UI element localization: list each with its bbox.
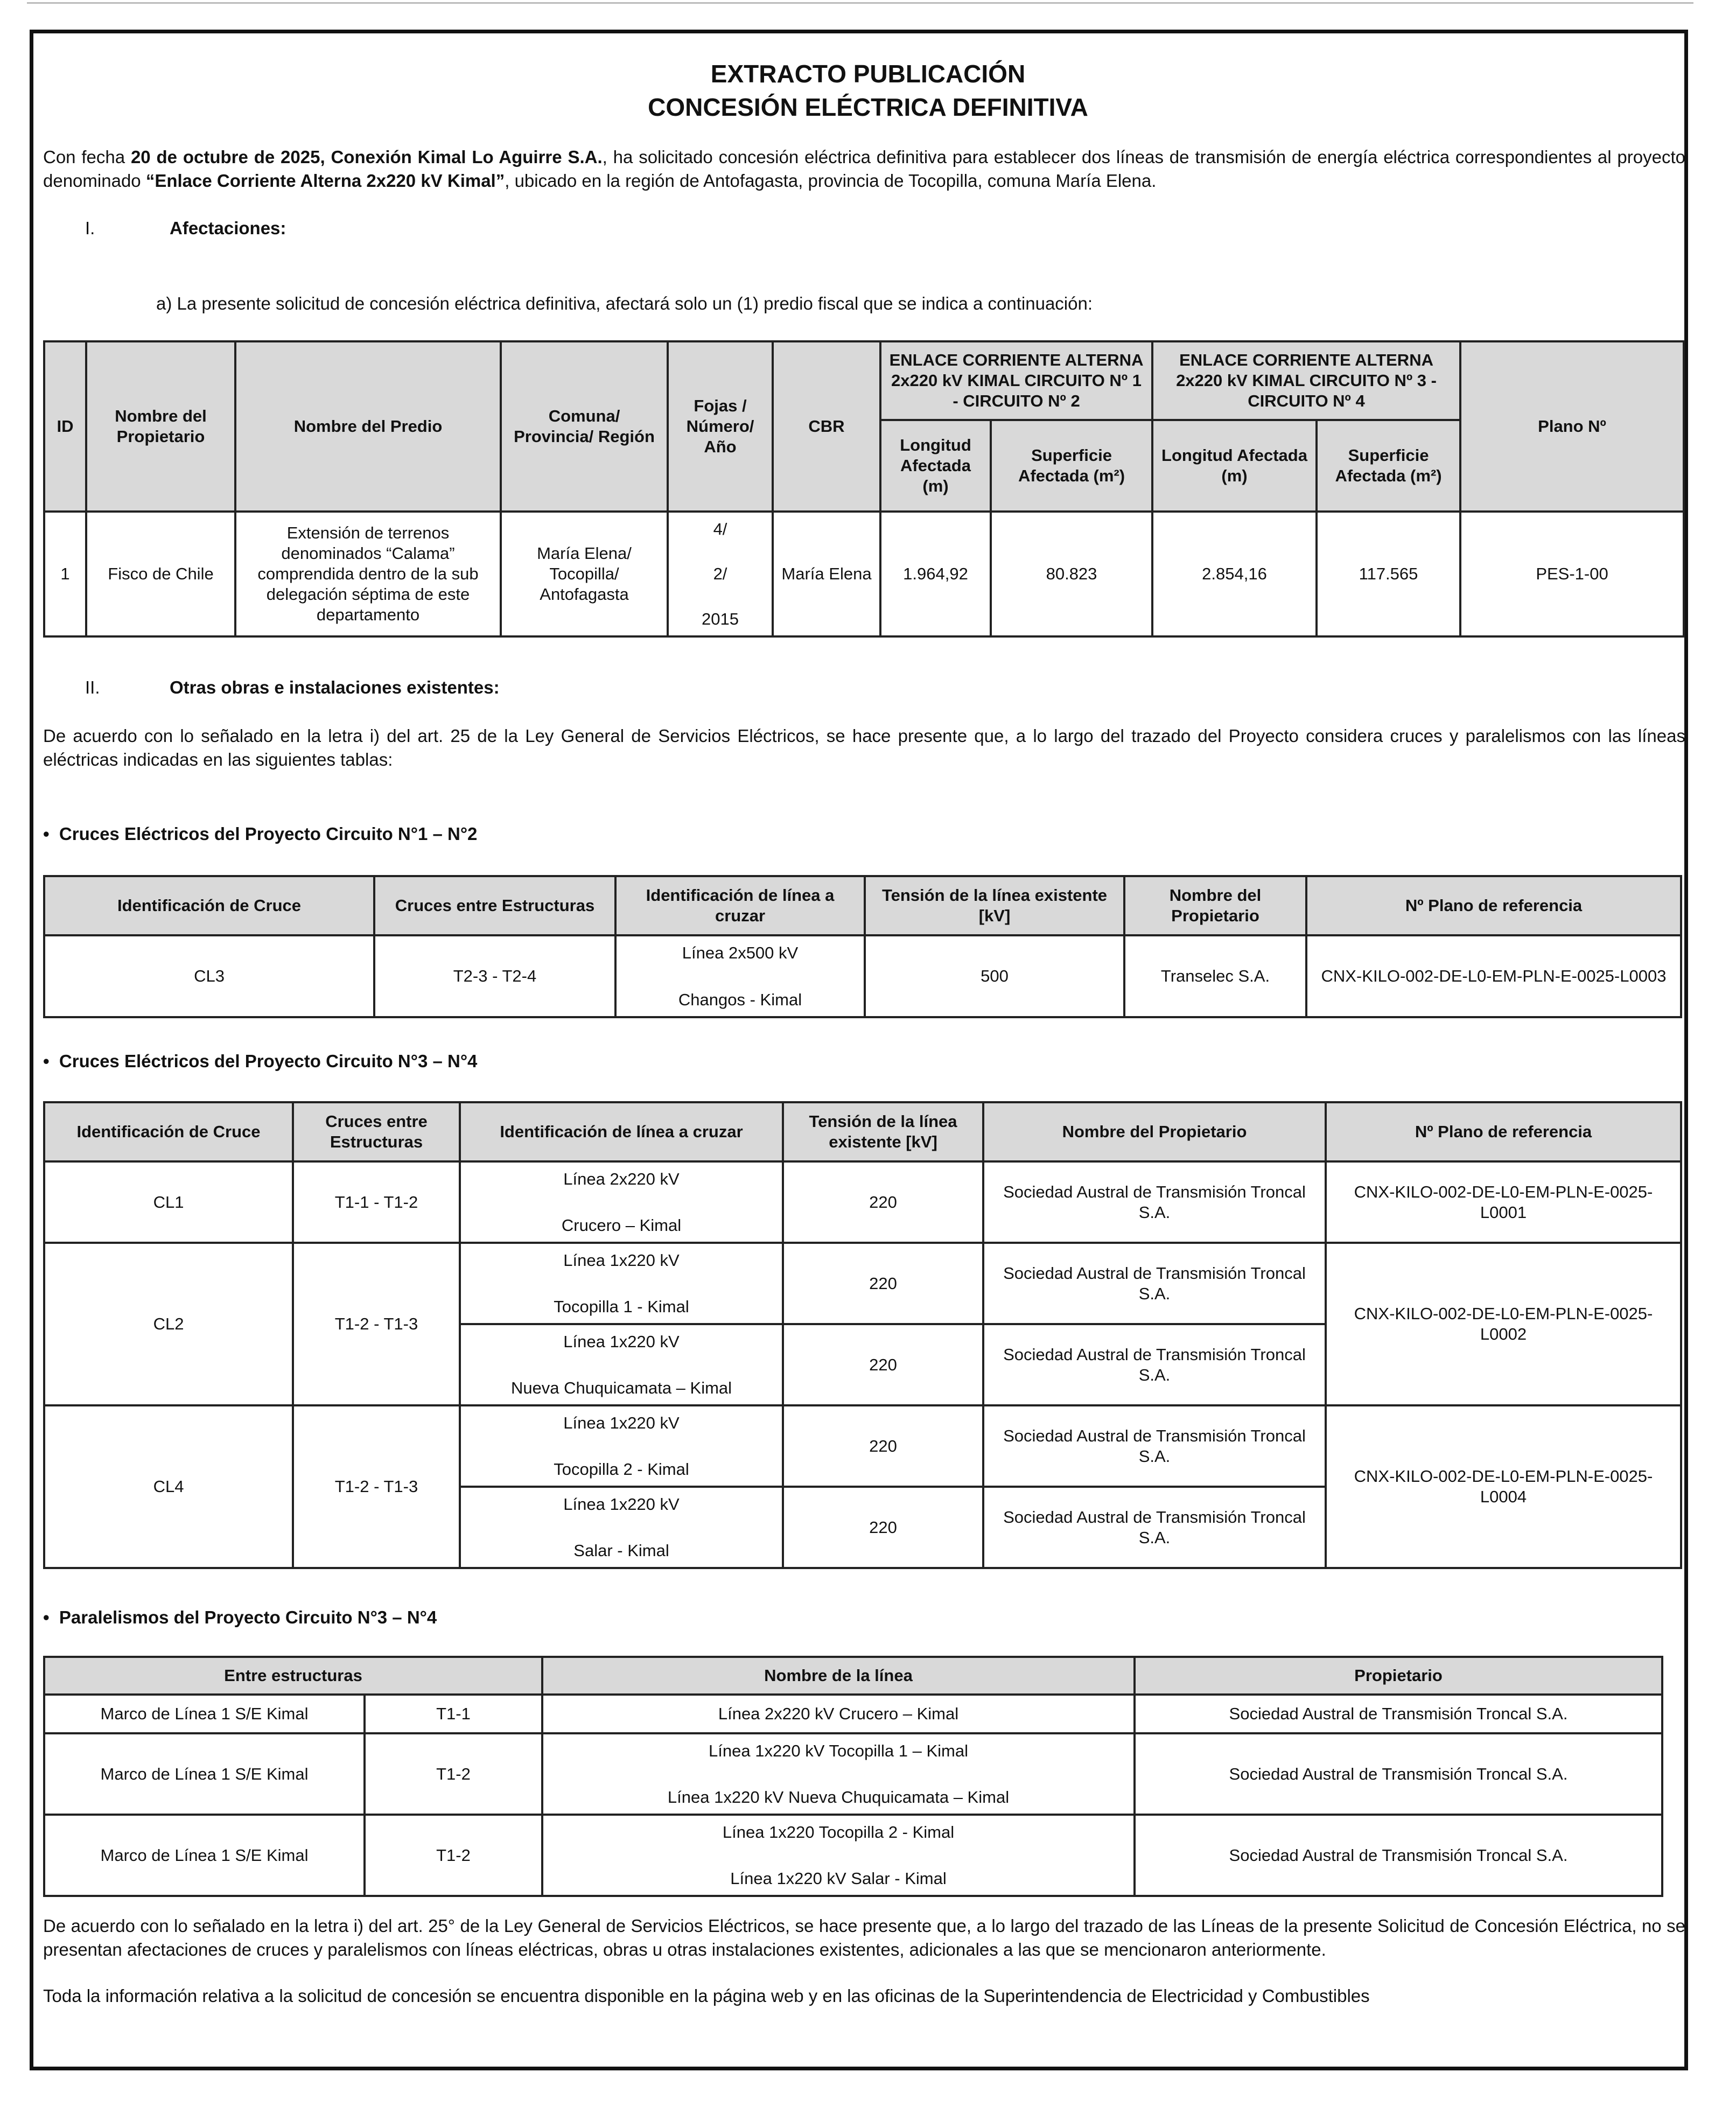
th-id: ID (44, 341, 86, 512)
cell-par2-line (542, 1733, 1135, 1815)
th-cross-structures: Cruces entre Estructuras (374, 876, 615, 935)
line-name-2: Línea 1x220 kV Nueva Chuquicamata – Kimal (667, 1787, 1010, 1807)
cell-cl4-structures: T1-2 - T1-3 (293, 1405, 460, 1568)
th-sup-1: Superficie Afectada (m²) (991, 420, 1152, 512)
cell-cross-id: CL3 (44, 935, 374, 1017)
th-line-name: Nombre de la línea (542, 1657, 1135, 1695)
cell-cl2-plano: CNX-KILO-002-DE-L0-EM-PLN-E-0025-L0002 (1326, 1243, 1681, 1405)
th-propietario: Propietario (1135, 1657, 1662, 1695)
th-cross-owner: Nombre del Propietario (983, 1102, 1326, 1161)
cell-long-2: 2.854,16 (1152, 512, 1317, 636)
cell-par2-to: T1-2 (365, 1733, 542, 1815)
line-type: Línea 1x220 kV (563, 1413, 680, 1432)
bullet-dot-icon: • (43, 1607, 59, 1627)
cell-par1-line: Línea 2x220 kV Crucero – Kimal (542, 1695, 1135, 1733)
intro-project: “Enlace Corriente Alterna 2x220 kV Kimal” (145, 171, 505, 191)
cell-cl2-id: CL2 (44, 1243, 293, 1405)
th-between-structures: Entre estructuras (44, 1657, 542, 1695)
th-long-2: Longitud Afectada (m) (1152, 420, 1317, 512)
cell-cl1-line (460, 1161, 783, 1243)
cell-sup-1: 80.823 (991, 512, 1152, 636)
table-crossings-circuit-3-4 (43, 1101, 1682, 1569)
cell-cl1-id: CL1 (44, 1161, 293, 1243)
cell-owner: Fisco de Chile (86, 512, 235, 636)
th-cross-line: Identificación de línea a cruzar (460, 1102, 783, 1161)
table-parallelisms (43, 1656, 1663, 1897)
cell-cross-owner: Transelec S.A. (1124, 935, 1306, 1017)
th-sup-2: Superficie Afectada (m²) (1317, 420, 1460, 512)
bullet-2 (43, 1051, 477, 1072)
cell-par3-to: T1-2 (365, 1815, 542, 1896)
th-long-1: Longitud Afectada (m) (880, 420, 991, 512)
bullet-1-label: Cruces Eléctricos del Proyecto Circuito N°1 – N°2 (59, 824, 478, 844)
cell-comuna: María Elena/ Tocopilla/ Antofagasta (501, 512, 668, 636)
line-type: Línea 1x220 kV (563, 1332, 680, 1351)
cell-predio: Extensión de terrenos denominados “Calama” comprendida dentro de la sub delegación séptima de este departamento (235, 512, 501, 636)
th-fojas: Fojas / Número/ Año (668, 341, 773, 512)
intro-text-2: , ha solicitado concesión eléctrica definitiva para establecer dos líneas de transmisión de energía eléctrica correspondientes al proyecto denominado (43, 147, 1685, 191)
line-type: Línea 2x500 kV (682, 943, 799, 962)
line-type: Línea 1x220 kV (563, 1250, 680, 1270)
section1-subtitle: a) La presente solicitud de concesión eléctrica definitiva, afectará solo un (1) predio fiscal que se indica a continuación: (156, 293, 1093, 313)
cell-long-1: 1.964,92 (880, 512, 991, 636)
cell-cl2a-owner: Sociedad Austral de Transmisión Troncal S.A. (983, 1243, 1326, 1324)
cell-cl4a-line (460, 1405, 783, 1487)
top-rule (27, 2, 1693, 4)
bullet-1 (43, 824, 477, 844)
anio-value: 2015 (702, 609, 739, 628)
doc-title-line1: EXTRACTO PUBLICACIÓN (710, 60, 1026, 88)
th-predio: Nombre del Predio (235, 341, 501, 512)
cell-sup-2: 117.565 (1317, 512, 1460, 636)
table-affected-property (43, 340, 1685, 638)
line-name: Crucero – Kimal (561, 1215, 682, 1235)
cell-cl4a-voltage: 220 (783, 1405, 983, 1487)
bullet-2-label: Cruces Eléctricos del Proyecto Circuito N°3 – N°4 (59, 1051, 478, 1071)
th-cross-plano: Nº Plano de referencia (1326, 1102, 1681, 1161)
th-cross-line: Identificación de línea a cruzar (615, 876, 865, 935)
cell-cl2a-voltage: 220 (783, 1243, 983, 1324)
th-cross-owner: Nombre del Propietario (1124, 876, 1306, 935)
cell-cl2b-owner: Sociedad Austral de Transmisión Troncal S.A. (983, 1324, 1326, 1405)
th-cross-structures: Cruces entre Estructuras (293, 1102, 460, 1161)
line-name-1: Línea 1x220 kV Tocopilla 1 – Kimal (709, 1741, 968, 1760)
th-comuna: Comuna/ Provincia/ Región (501, 341, 668, 512)
th-group-circuit-3-4: ENLACE CORRIENTE ALTERNA 2x220 kV KIMAL CIRCUITO Nº 3 - CIRCUITO Nº 4 (1152, 341, 1460, 420)
cell-par1-from: Marco de Línea 1 S/E Kimal (44, 1695, 365, 1733)
line-name: Changos - Kimal (678, 990, 802, 1009)
line-name-2: Línea 1x220 kV Salar - Kimal (730, 1868, 947, 1888)
th-cross-plano: Nº Plano de referencia (1306, 876, 1681, 935)
th-group-circuit-1-2: ENLACE CORRIENTE ALTERNA 2x220 kV KIMAL CIRCUITO Nº 1 - CIRCUITO Nº 2 (880, 341, 1152, 420)
th-cross-id: Identificación de Cruce (44, 1102, 293, 1161)
cell-id: 1 (44, 512, 86, 636)
bullet-3 (43, 1607, 437, 1628)
cell-cl4-plano: CNX-KILO-002-DE-L0-EM-PLN-E-0025-L0004 (1326, 1405, 1681, 1568)
section2-title: Otras obras e instalaciones existentes: (170, 677, 500, 697)
cell-par3-owner: Sociedad Austral de Transmisión Troncal S.A. (1135, 1815, 1662, 1896)
cell-cl2b-voltage: 220 (783, 1324, 983, 1405)
th-plano: Plano Nº (1460, 341, 1684, 512)
intro-paragraph (43, 145, 1685, 193)
closing-paragraph-2: Toda la información relativa a la solicitud de concesión se encuentra disponible en la página web y en las oficinas de la Superintendencia de Electricidad y Combustibles (43, 1986, 1370, 2006)
cell-cl2-structures: T1-2 - T1-3 (293, 1243, 460, 1405)
cell-cbr: María Elena (773, 512, 880, 636)
line-name: Tocopilla 1 - Kimal (554, 1297, 689, 1316)
cell-cl4a-owner: Sociedad Austral de Transmisión Troncal S.A. (983, 1405, 1326, 1487)
cell-cl4b-voltage: 220 (783, 1487, 983, 1568)
line-name: Nueva Chuquicamata – Kimal (510, 1378, 732, 1397)
cell-cl1-structures: T1-1 - T1-2 (293, 1161, 460, 1243)
intro-text-3: , ubicado en la región de Antofagasta, provincia de Tocopilla, comuna María Elena. (505, 171, 1157, 191)
cell-par1-owner: Sociedad Austral de Transmisión Troncal S.A. (1135, 1695, 1662, 1733)
cell-fojas (668, 512, 773, 636)
cell-cl2b-line (460, 1324, 783, 1405)
cell-par2-from: Marco de Línea 1 S/E Kimal (44, 1733, 365, 1815)
line-type: Línea 2x220 kV (563, 1169, 680, 1188)
line-name-1: Línea 1x220 Tocopilla 2 - Kimal (722, 1822, 955, 1842)
cell-par3-from: Marco de Línea 1 S/E Kimal (44, 1815, 365, 1896)
section1-number: I. (85, 218, 95, 238)
intro-date: 20 de octubre de 2025, Conexión Kimal Lo Aguirre S.A. (130, 147, 603, 167)
th-cbr: CBR (773, 341, 880, 512)
bullet-dot-icon: • (43, 1051, 59, 1071)
th-cross-id: Identificación de Cruce (44, 876, 374, 935)
cell-par1-to: T1-1 (365, 1695, 542, 1733)
line-name: Salar - Kimal (573, 1541, 669, 1560)
line-name: Tocopilla 2 - Kimal (554, 1459, 689, 1479)
section2-text: De acuerdo con lo señalado en la letra i) del art. 25 de la Ley General de Servicios Eléctricos, se hace presente que, a lo largo del trazado del Proyecto considera cruces y paralelismos con las líneas eléctricas indicadas en las siguientes tablas: (43, 726, 1685, 769)
doc-title-line2: CONCESIÓN ELÉCTRICA DEFINITIVA (648, 93, 1088, 121)
section1-title: Afectaciones: (170, 218, 286, 238)
line-type: Línea 1x220 kV (563, 1494, 680, 1514)
cell-cl4b-owner: Sociedad Austral de Transmisión Troncal S.A. (983, 1487, 1326, 1568)
cell-cl1-plano: CNX-KILO-002-DE-L0-EM-PLN-E-0025-L0001 (1326, 1161, 1681, 1243)
cell-par3-line (542, 1815, 1135, 1896)
intro-text-1: Con fecha (43, 147, 131, 167)
closing-paragraph-1: De acuerdo con lo señalado en la letra i) del art. 25° de la Ley General de Servicios Eléctricos, se hace presente que, a lo largo del trazado de las Líneas de la presente Solicitud de Concesión Eléctrica, no se presentan afectaciones de cruces y paralelismos con líneas eléctricas, obras u otras instalaciones existentes, adicionales a las que se mencionaron anteriormente. (43, 1916, 1685, 1959)
cell-cross-structures: T2-3 - T2-4 (374, 935, 615, 1017)
bullet-3-label: Paralelismos del Proyecto Circuito N°3 – N°4 (59, 1607, 437, 1627)
numero-value: 2/ (713, 564, 727, 583)
cell-cl1-owner: Sociedad Austral de Transmisión Troncal S.A. (983, 1161, 1326, 1243)
th-owner: Nombre del Propietario (86, 341, 235, 512)
th-cross-voltage: Tensión de la línea existente [kV] (783, 1102, 983, 1161)
bullet-dot-icon: • (43, 824, 59, 844)
fojas-value: 4/ (713, 519, 727, 538)
cell-cross-voltage: 500 (865, 935, 1124, 1017)
th-cross-voltage: Tensión de la línea existente [kV] (865, 876, 1124, 935)
cell-cl4b-line (460, 1487, 783, 1568)
cell-cl2a-line (460, 1243, 783, 1324)
cell-cross-line (615, 935, 865, 1017)
table-crossings-circuit-1-2 (43, 875, 1682, 1018)
cell-par2-owner: Sociedad Austral de Transmisión Troncal S.A. (1135, 1733, 1662, 1815)
cell-cl4-id: CL4 (44, 1405, 293, 1568)
cell-plano: PES-1-00 (1460, 512, 1684, 636)
section2-number: II. (85, 677, 100, 697)
cell-cl1-voltage: 220 (783, 1161, 983, 1243)
cell-cross-plano: CNX-KILO-002-DE-L0-EM-PLN-E-0025-L0003 (1306, 935, 1681, 1017)
